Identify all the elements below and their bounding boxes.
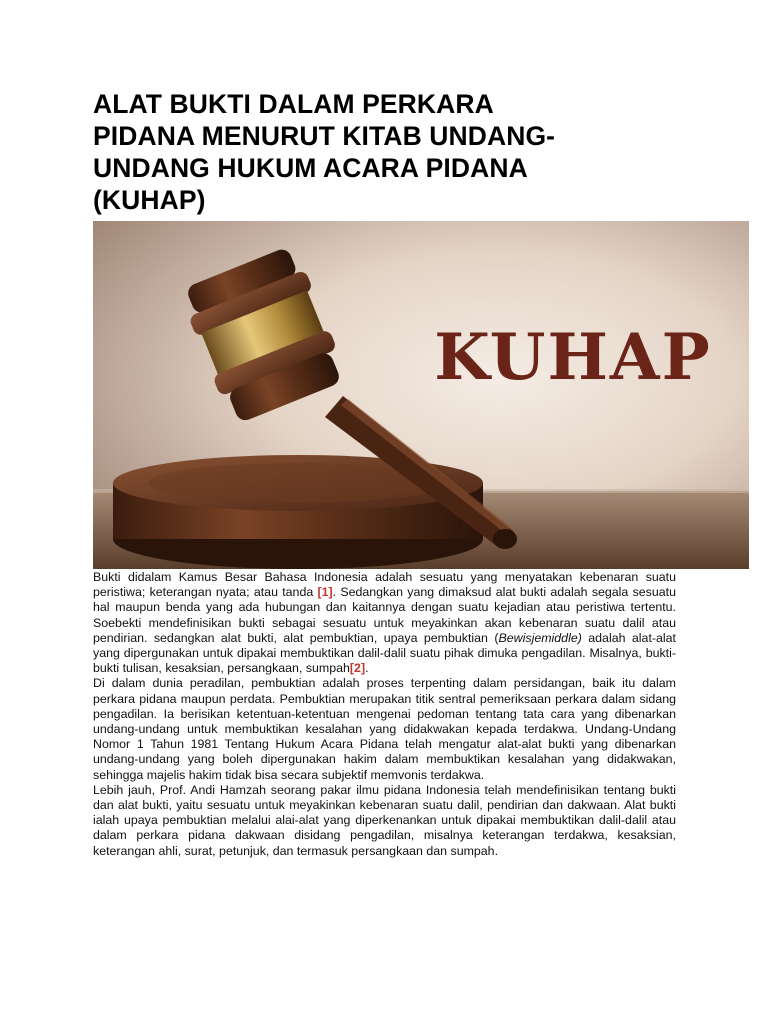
paragraph-2: Di dalam dunia peradilan, pembuktian adalah proses terpenting dalam persidangan, baik itu dalam perkara pidana maupun perdata. Pembuktian merupakan titik sentral pemeriksaan perkara dalam sidang pengadilan. Ia berisikan ketentuan-ketentuan mengenai pedoman tentang tata cara yang dibenarkan undang-undang untuk membuktikan kesalahan yang didakwakan kepada terdakwa. Undang-Undang Nomor 1 Tahun 1981 Tentang Hukum Acara Pidana telah mengatur alat-alat bukti yang dibenarkan undang-undang yang boleh dipergunakan hakim dalam membuktikan kesalahan yang didakwakan, sehingga majelis hakim tidak bisa secara subjektif memvonis terdakwa. [93, 676, 676, 782]
title-line-4: (KUHAP) [93, 185, 206, 215]
article-title [93, 88, 693, 216]
p1-text-d: . [365, 661, 369, 676]
p1-term: Bewisjemiddle) [498, 630, 582, 645]
paragraph-3: Lebih jauh, Prof. Andi Hamzah seorang pakar ilmu pidana Indonesia telah mendefinisikan tentang bukti dan alat bukti, yaitu sesuatu untuk meyakinkan kebenaran suatu dalil, pendirian dan dakwaan. Alat bukti ialah upaya pembuktian melalui alai-alat yang diperkenankan untuk dipakai membuktikan dalil-dalil atau dalam perkara pidana dakwaan disidang pengadilan, misalnya keterangan terdakwa, kesaksian, keterangan ahli, surat, petunjuk, dan termasuk persangkaan dan sumpah. [93, 782, 676, 858]
article-body [93, 570, 676, 859]
title-line-2: PIDANA MENURUT KITAB UNDANG- [93, 121, 556, 151]
p1-text-c: adalah alat-alat yang dipergunakan untuk dipakai membuktikan dalil-dalil suatu pihak dimuka pengadilan. Misalnya, bukti-bukti tulisan, kesaksian, persangkaan, sumpah [93, 630, 676, 676]
paragraph-1 [93, 570, 676, 676]
p1-text-a: Bukti didalam Kamus Besar Bahasa Indonesia adalah sesuatu yang menyatakan kebenaran suatu peristiwa; keterangan nyata; atau tanda [93, 570, 676, 600]
p1-text-b: . Sedangkan yang dimaksud alat bukti adalah segala sesuatu hal maupun benda yang ada hubungan dan kaitannya dengan suatu kejadian atau peristiwa tertentu. Soebekti mendefinisikan bukti sebagai sesuatu untuk meyakinkan akan kebenaran suatu dalil atau pendirian. sedangkan alat bukti, alat pembuktian, upaya pembuktian ( [93, 585, 676, 645]
title-line-3: UNDANG HUKUM ACARA PIDANA [93, 153, 528, 183]
reference-link-2[interactable]: [2] [349, 661, 366, 676]
title-line-1: ALAT BUKTI DALAM PERKARA [93, 89, 494, 119]
kuhap-logo-text: KUHAP [434, 320, 712, 395]
reference-link-1[interactable]: [1] [317, 585, 333, 600]
gavel-kuhap-image [93, 221, 749, 569]
